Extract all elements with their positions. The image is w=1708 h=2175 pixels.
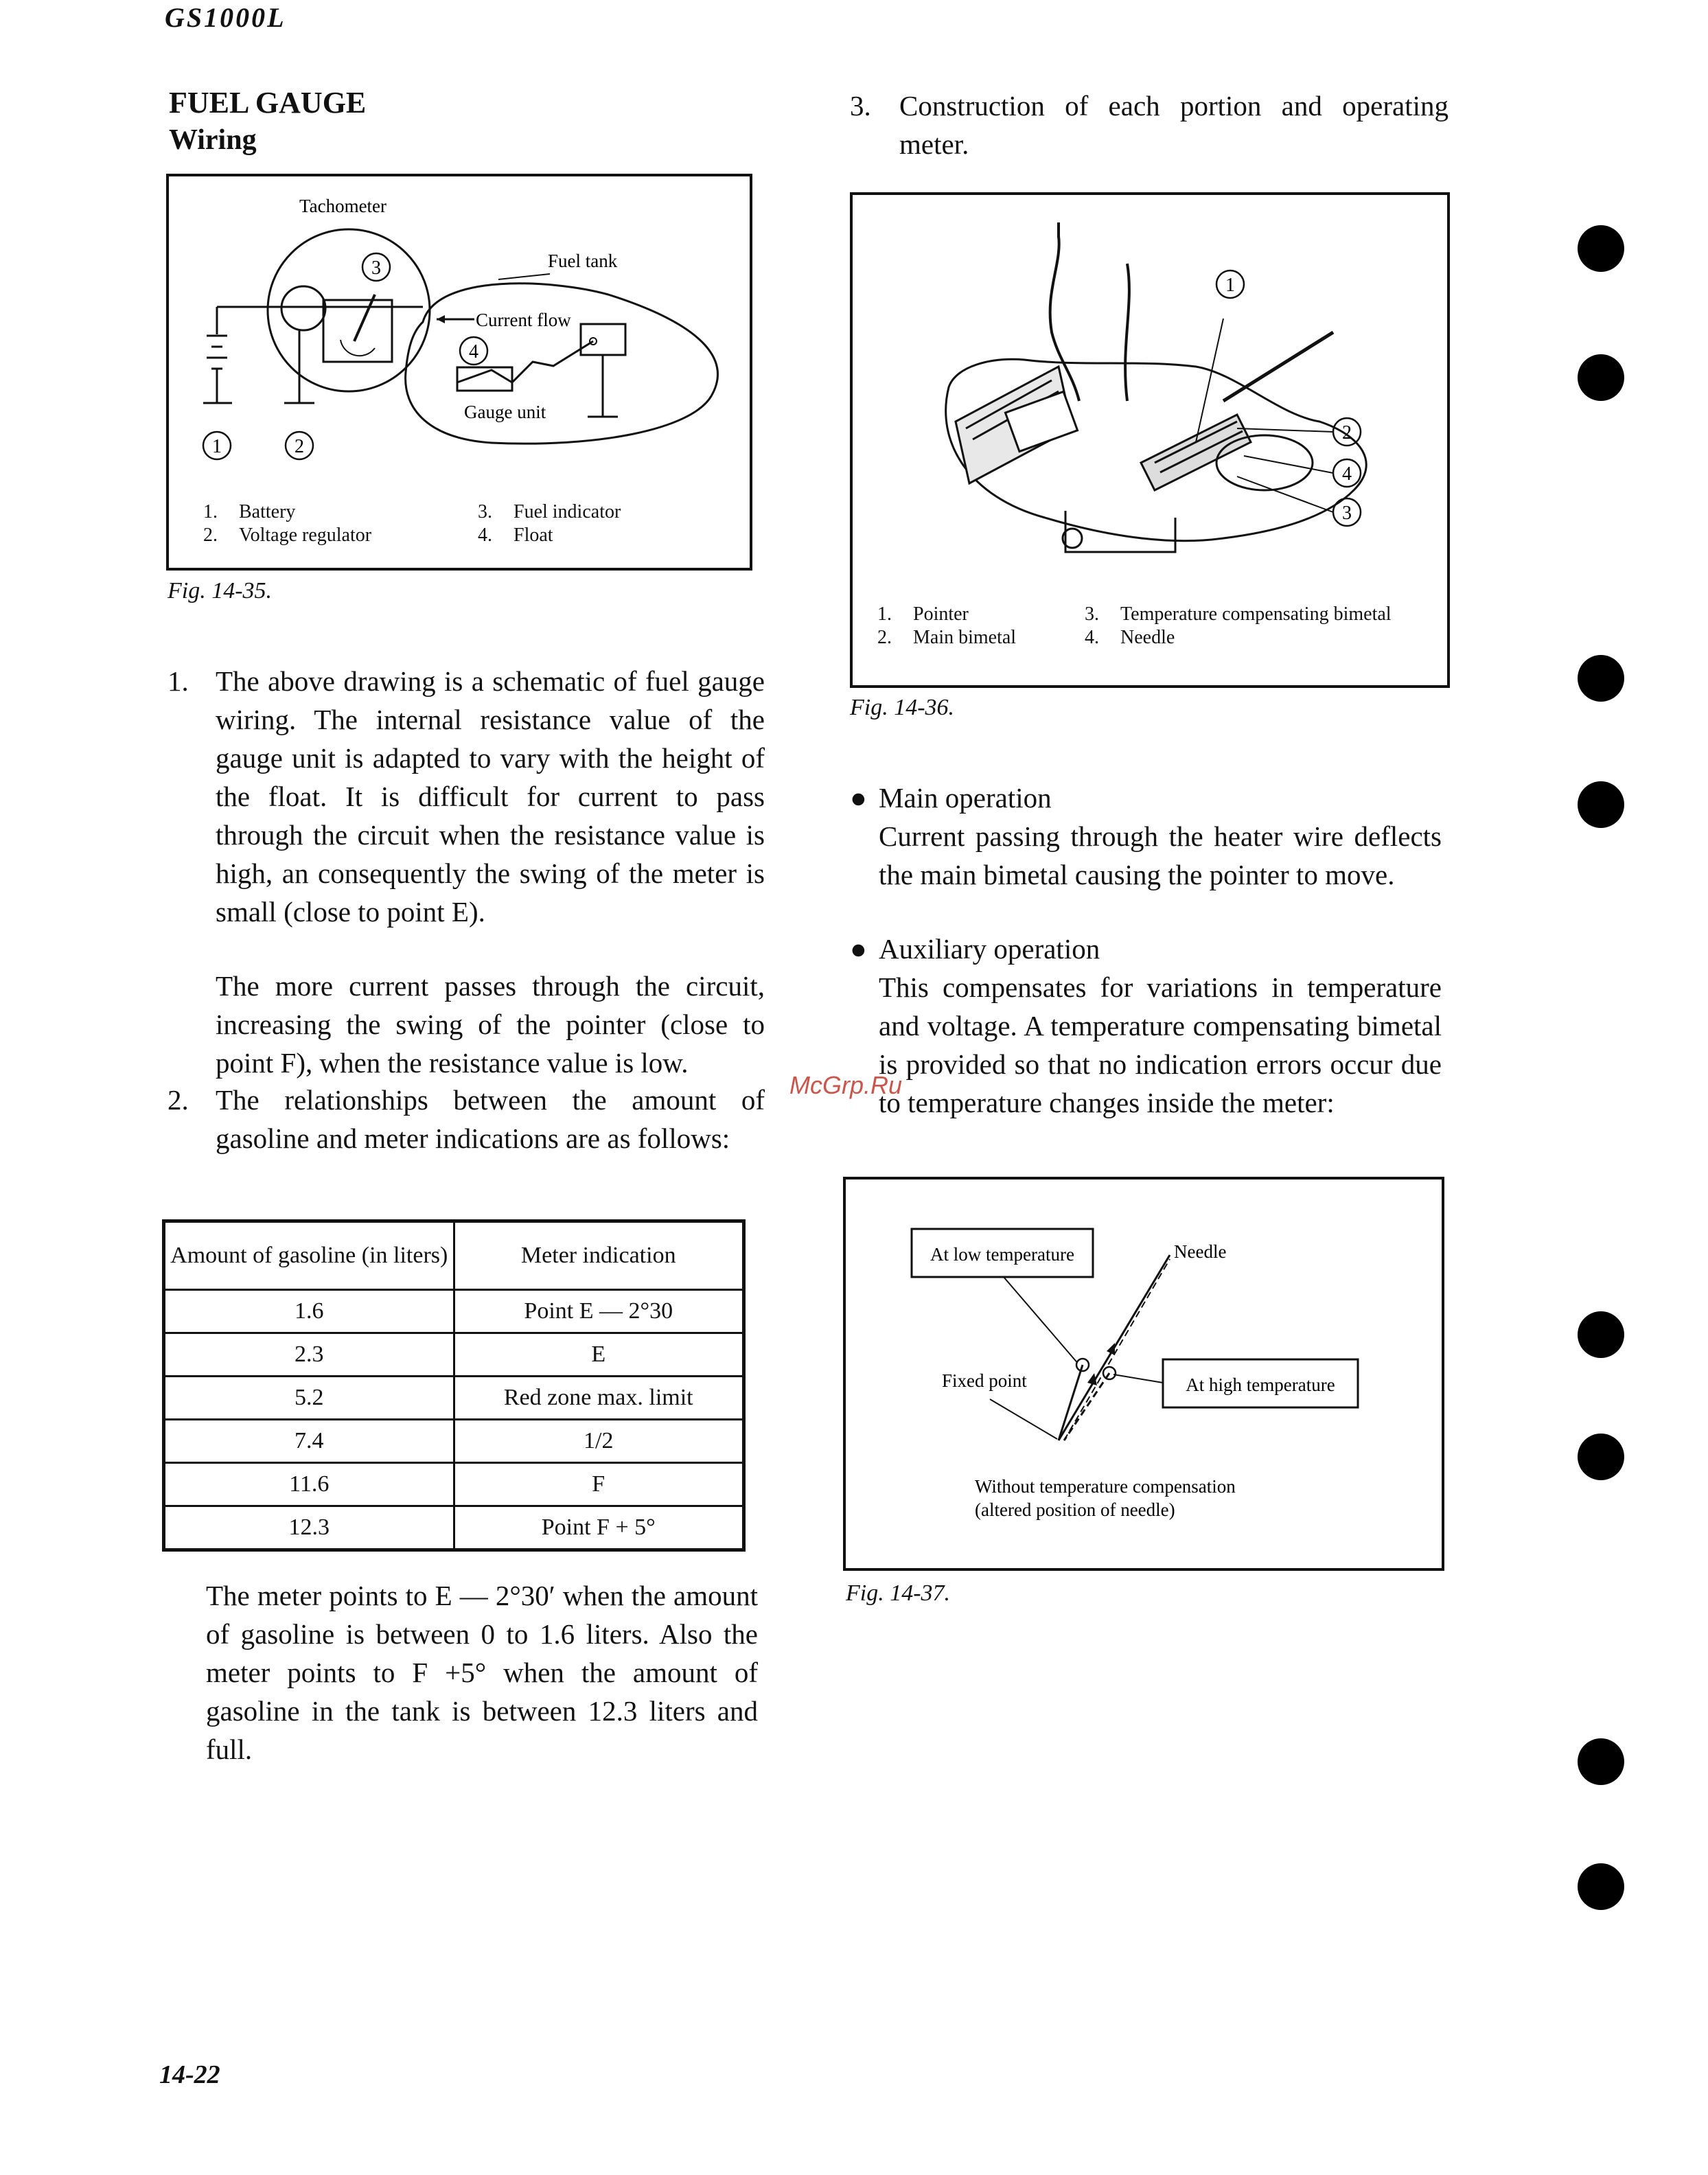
legend-item: 3. Temperature compensating bimetal [1085,603,1392,625]
item-1-continuation: The more current passes through the circuit, increasing the swing of the pointer (close to point F), when the resistance value is low. [216,970,765,1079]
figure-fuel-gauge-wiring [166,174,752,571]
fig36-legend-left [877,603,1016,649]
fig35-caption: Fig. 14-35. [168,578,273,603]
label-fixed-point: Fixed point [942,1370,1027,1391]
cell-amount: 11.6 [164,1463,454,1506]
tachometer-center [281,286,325,330]
aux-operation-text: This compensates for variations in temperature and voltage. A temperature compensating bimetal is provided so that no indication errors occur due to temperature changes inside the meter: [879,971,1442,1118]
binder-hole [1578,354,1624,401]
gauge-unit-box [581,324,625,355]
legend-item: 3. Fuel indicator [478,501,621,522]
main-operation-text: Current passing through the heater wire deflects the main bimetal causing the pointer to move. [879,820,1442,890]
binder-hole [1578,781,1624,828]
label-tachometer: Tachometer [299,196,387,216]
cell-indication: Red zone max. limit [454,1377,744,1420]
label-fuel-tank: Fuel tank [548,251,618,271]
section-subtitle: Wiring [169,124,257,156]
label-low-temp: At low temperature [930,1244,1074,1265]
figure-meter-construction [850,192,1450,688]
legend-item: 1. Battery [203,501,296,522]
label-high-temp: At high temperature [1186,1374,1335,1395]
cell-amount: 7.4 [164,1420,454,1463]
watermark: McGrp.Ru [789,1071,903,1099]
cell-indication: E [454,1333,744,1377]
fig36-caption: Fig. 14-36. [850,695,955,720]
item-1-number: 1. [168,665,189,697]
table-header-row [164,1221,744,1290]
fixed-point-leader [990,1399,1057,1439]
callout-4: 4 [469,341,478,362]
item-1-text: The above drawing is a schematic of fuel gauge wiring. The internal resistance value of the gauge unit is adapted to vary with the height of the float. It is difficult for current to pass through the circuit when the resistance value is high, an consequently the swing of the meter is small (close to point E). [216,665,765,928]
compensating-bimetal [1141,415,1251,490]
note-line-1: Without temperature compensation [975,1476,1236,1497]
callout-3: 3 [1342,503,1352,524]
callout-2: 2 [295,436,304,457]
callout-2: 2 [1342,422,1352,444]
cell-amount: 2.3 [164,1333,454,1377]
cell-indication: F [454,1463,744,1506]
item-2-number: 2. [168,1084,189,1116]
item-3-text: Construction of each portion and operating meter. [899,90,1449,160]
label-current-flow: Current flow [476,310,571,330]
label-gauge-unit: Gauge unit [464,402,546,422]
aux-operation-title: Auxiliary operation [879,933,1100,965]
pivot-bracket [1065,511,1175,552]
fuel-indicator-pointer [354,295,375,341]
fig35-legend-right [478,500,621,547]
bullet-icon: ● [850,933,867,965]
fuel-tank-outline [406,284,718,444]
bullet-icon: ● [850,782,867,814]
note-line-2: (altered position of needle) [975,1499,1175,1520]
table-row [164,1377,744,1420]
main-operation-title: Main operation [879,782,1052,814]
current-flow-arrowhead [437,315,445,323]
leader-3 [1237,476,1333,512]
arm-high [1064,1373,1109,1440]
needle-arrow-1 [1087,1373,1097,1385]
page-number: 14-22 [159,2060,220,2089]
leader-2 [1237,428,1333,432]
table-row [164,1333,744,1377]
compensation-diagram [846,1179,1442,1568]
legend-item: 2. Main bimetal [877,627,1017,648]
wire-lead-2 [1125,264,1129,401]
cell-amount: 1.6 [164,1290,454,1333]
cell-indication: 1/2 [454,1420,744,1463]
table-row [164,1506,744,1550]
legend-item: 2. Voltage regulator [203,525,372,546]
label-needle: Needle [1174,1241,1227,1262]
fig36-legend-right [1085,603,1392,649]
meter-construction-drawing [853,195,1447,607]
item-3-number: 3. [850,90,871,122]
table-row [164,1463,744,1506]
gasoline-meter-table [162,1219,746,1552]
callout-1: 1 [212,436,222,457]
base-plate [1216,435,1313,490]
callout-3: 3 [371,257,381,279]
cell-amount: 5.2 [164,1377,454,1420]
section-title: FUEL GAUGE [169,86,367,119]
low-temp-leader [1004,1277,1079,1365]
header-indication: Meter indication [454,1221,744,1290]
table-row [164,1290,744,1333]
header-amount: Amount of gasoline (in liters) [164,1221,454,1290]
cell-indication: Point F + 5° [454,1506,744,1550]
binder-hole [1578,1311,1624,1358]
item-2-text: The relationships between the amount of gasoline and meter indications are as follows: [216,1084,765,1154]
cell-amount: 12.3 [164,1506,454,1550]
binder-hole [1578,1434,1624,1480]
needle-shaft [1223,332,1333,401]
figure-temperature-compensation [843,1177,1444,1571]
binder-hole [1578,1738,1624,1785]
fig35-legend-left [203,500,371,547]
after-table-paragraph: The meter points to E — 2°30′ when the amount of gasoline is between 0 to 1.6 liters. Also the meter points to F +5° when the amount of gasoline in the tank is between 12.3 liters and full. [206,1580,758,1765]
leader-4 [1244,456,1333,473]
callout-1: 1 [1225,275,1235,296]
fig37-caption: Fig. 14-37. [846,1580,951,1606]
legend-item: 4. Float [478,525,553,546]
binder-hole [1578,1863,1624,1910]
pointer-scale-arc [341,340,375,356]
legend-item: 1. Pointer [877,603,969,625]
running-header: GS1000L [165,2,286,33]
fuel-tank-leader [498,274,550,279]
cell-indication: Point E — 2°30 [454,1290,744,1333]
binder-hole [1578,225,1624,272]
needle-high [1064,1259,1170,1440]
binder-hole [1578,655,1624,702]
table-row [164,1420,744,1463]
legend-item: 4. Needle [1085,627,1175,648]
high-temp-leader [1113,1374,1163,1383]
callout-4: 4 [1342,463,1352,485]
